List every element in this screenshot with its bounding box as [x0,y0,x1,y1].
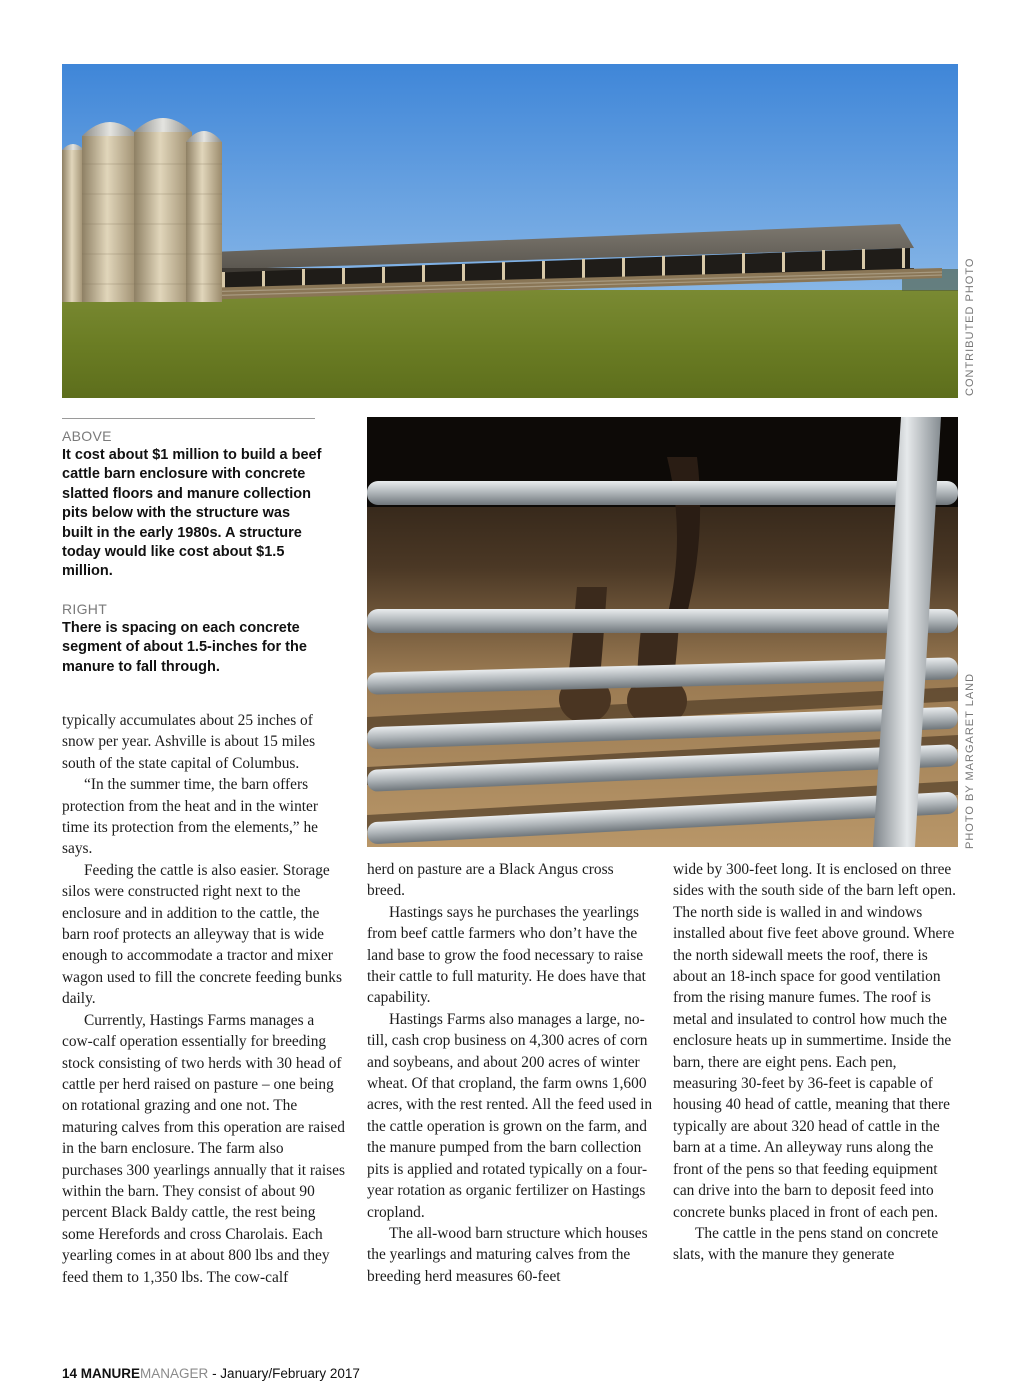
paragraph: The cattle in the pens stand on concrete slats, with the manure they generate [673,1224,939,1264]
cattle-gate-photo [367,417,958,847]
issue-date: - January/February 2017 [208,1366,360,1381]
paragraph: wide by 300-feet long. It is enclosed on three sides with the south side of the barn left open. The north side is walled in and windows installed about five feet above ground. Where the north sidewall meets the roof, there is about an 18-inch space for good ventilation from the rising manure fumes. The roof is metal and insulated to control how much the enclosure heats up in summertime. Inside the barn, there are eight pens. Each pen, measuring 30-feet by 36-feet is capable of housing 40 head of cattle, meaning that there typically are about 320 head of cattle in the barn at a time. An alleyway runs along the front of the pens so that feeding equipment can drive into the barn to deposit feed into concrete bunks placed in front of each pen. [673,861,956,1221]
page-number: 14 [62,1366,78,1381]
page-footer [62,1366,360,1381]
paragraph: Hastings says he purchases the yearlings from beef cattle farmers who don’t have the land base to grow the food necessary to raise their cattle to full maturity. He does have that capability. [367,903,646,1007]
magazine-name-bold: MANURE [80,1366,141,1381]
paragraph: The all-wood barn structure which houses the yearlings and maturing calves from the breeding herd measures 60-feet [367,1224,648,1285]
caption-label-above: ABOVE [62,428,112,444]
paragraph: “In the summer time, the barn offers protection from the heat and in the winter time its protection from the elements,” he says. [62,776,319,858]
caption-right: There is spacing on each concrete segment of about 1.5-inches for the manure to fall through. [62,620,307,675]
barn-silos-photo [62,64,958,398]
article-column-1 [62,710,345,1288]
magazine-name-light: MANAGER [140,1366,209,1381]
article-column-2 [367,859,654,1287]
paragraph: herd on pasture are a Black Angus cross breed. [367,861,614,900]
top-photo-credit: CONTRIBUTED PHOTO [964,257,976,396]
article-column-3 [673,859,959,1266]
caption-above: It cost about $1 million to build a beef cattle barn enclosure with concrete slatted floors and manure collection pits below with the structure was built in the early 1980s. A structure today would like cost about $1.5 million. [62,447,322,580]
paragraph: Feeding the cattle is also easier. Storage silos were constructed right next to the enclosure and in addition to the cattle, the barn roof protects an alleyway that is wide enough to accommodate a tractor and mixer wagon used to fill the concrete feeding bunks daily. [62,861,342,1008]
paragraph: typically accumulates about 25 inches of snow per year. Ashville is about 15 miles south of the state capital of Columbus. [62,712,316,772]
paragraph: Hastings Farms also manages a large, no-till, cash crop business on 4,300 acres of corn and soybeans, and about 200 acres of winter wheat. Of that cropland, the farm owns 1,600 acres, with the rest rented. All the feed used in the cattle operation is grown on the farm, and the manure pumped from the barn collection pits is applied and rotated typically on a four-year rotation as organic fertilizer on Hastings cropland. [367,1010,653,1221]
caption-label-right: RIGHT [62,601,108,617]
caption-divider [62,418,315,419]
paragraph: Currently, Hastings Farms manages a cow-calf operation essentially for breeding stock consisting of two herds with 30 head of cattle per herd raised on pasture – one being on rotational grazing and one not. The maturing calves from this operation are raised in the barn enclosure. The farm also purchases 300 yearlings annually that it raises within the barn. They consist of about 90 percent Black Baldy cattle, the rest being some Herefords and cross Charolais. Each yearling comes in at about 800 lbs and they feed them to 1,350 lbs. The cow-calf [62,1011,345,1286]
right-photo-credit: PHOTO BY MARGARET LAND [964,672,976,849]
